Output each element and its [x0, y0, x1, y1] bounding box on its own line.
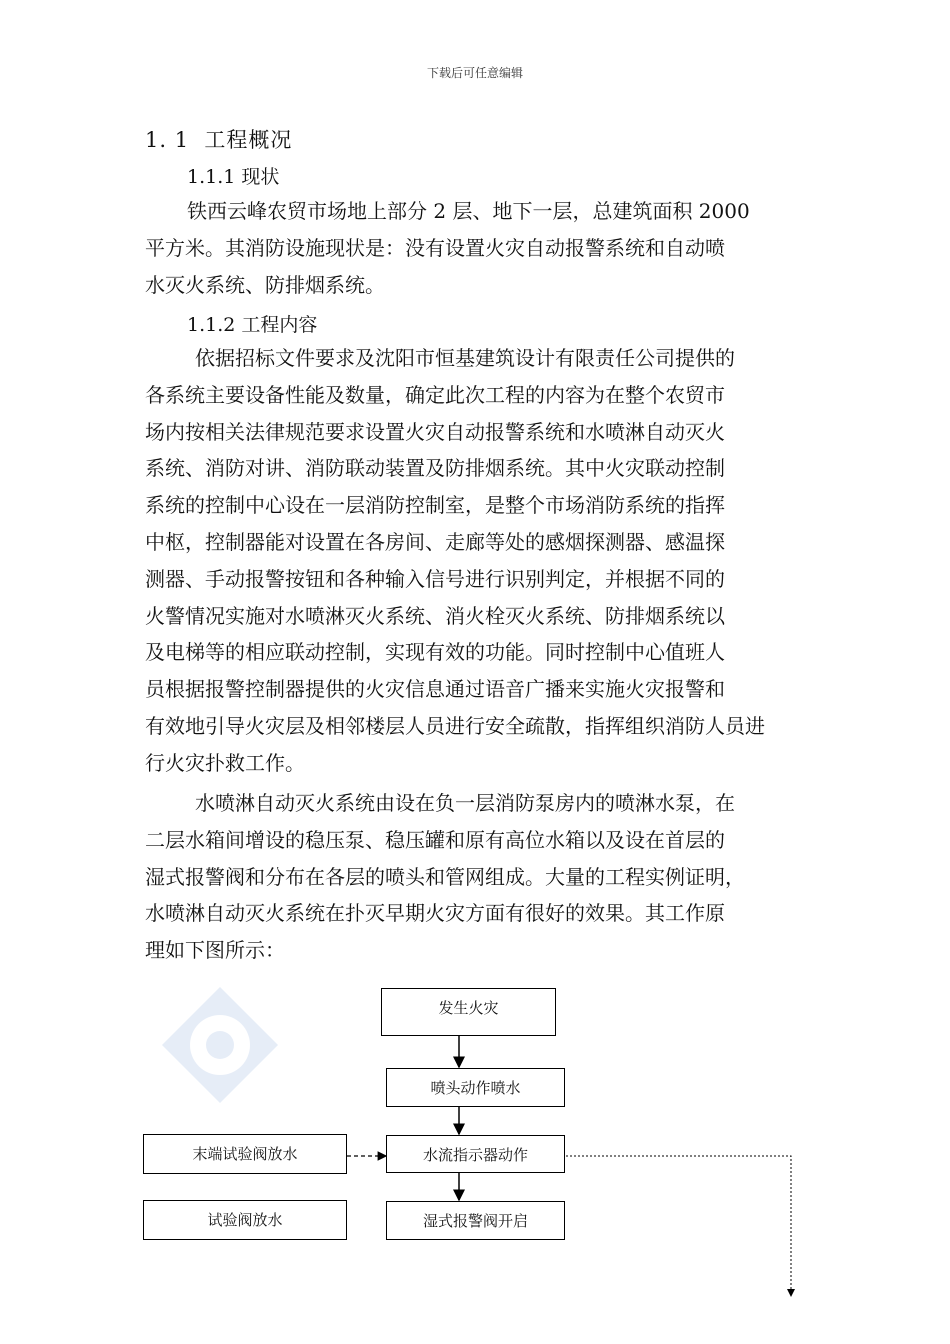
- text-line: 员根据报警控制器提供的火灾信息通过语音广播来实施火灾报警和: [145, 677, 725, 702]
- text-line: 各系统主要设备性能及数量，确定此次工程的内容为在整个农贸市: [145, 382, 725, 407]
- text-line: 平方米。其消防设施现状是：没有设置火灾自动报警系统和自动喷: [145, 235, 725, 260]
- text-line: 理如下图所示：: [145, 938, 285, 963]
- line-indicator-to-right: [566, 1156, 791, 1296]
- text-line: 行火灾扑救工作。: [145, 750, 305, 775]
- text-line: 中枢，控制器能对设置在各房间、走廊等处的感烟探测器、感温探: [145, 529, 725, 554]
- text-line: 依据招标文件要求及沈阳市恒基建筑设计有限责任公司提供的: [195, 346, 735, 370]
- text-line: 二层水箱间增设的稳压泵、稳压罐和原有高位水箱以及设在首层的: [145, 827, 725, 852]
- flow-box-test-valve: 试验阀放水: [143, 1200, 347, 1240]
- subsection-heading-status: 1.1.1 现状: [187, 166, 280, 188]
- text-line: 场内按相关法律规范要求设置火灾自动报警系统和水喷淋自动灭火: [145, 419, 725, 444]
- flow-box-sprinkler: 喷头动作喷水: [386, 1068, 565, 1107]
- text-line: 测器、手动报警按钮和各种输入信号进行识别判定，并根据不同的: [145, 566, 725, 591]
- flow-box-fire: 发生火灾: [381, 988, 556, 1036]
- text-line: 水喷淋自动灭火系统由设在负一层消防泵房内的喷淋水泵，在: [195, 791, 735, 815]
- text-line: 系统、消防对讲、消防联动装置及防排烟系统。其中火灾联动控制: [145, 456, 725, 481]
- text-line: 系统的控制中心设在一层消防控制室，是整个市场消防系统的指挥: [145, 493, 725, 518]
- text-line: 水灭火系统、防排烟系统。: [145, 272, 385, 297]
- text-line: 有效地引导火灾层及相邻楼层人员进行安全疏散，指挥组织消防人员进: [145, 713, 765, 738]
- subsection-heading-content: 1.1.2 工程内容: [187, 314, 318, 336]
- text-line: 水喷淋自动灭火系统在扑灭早期火灾方面有很好的效果。其工作原: [145, 901, 725, 926]
- section-heading: 1. 1 工程概况: [145, 128, 293, 152]
- text-line: 铁西云峰农贸市场地上部分 2 层、地下一层，总建筑面积 2000: [187, 199, 750, 223]
- text-line: 湿式报警阀和分布在各层的喷头和管网组成。大量的工程实例证明，: [145, 864, 745, 889]
- flow-box-flow-indicator: 水流指示器动作: [386, 1135, 565, 1173]
- text-line: 及电梯等的相应联动控制，实现有效的功能。同时控制中心值班人: [145, 640, 725, 665]
- flow-box-alarm-valve: 湿式报警阀开启: [386, 1201, 565, 1240]
- flow-box-end-test-valve: 末端试验阀放水: [143, 1134, 347, 1174]
- page-header: 下载后可任意编辑: [426, 66, 523, 80]
- text-line: 火警情况实施对水喷淋灭火系统、消火栓灭火系统、防排烟系统以: [145, 603, 725, 628]
